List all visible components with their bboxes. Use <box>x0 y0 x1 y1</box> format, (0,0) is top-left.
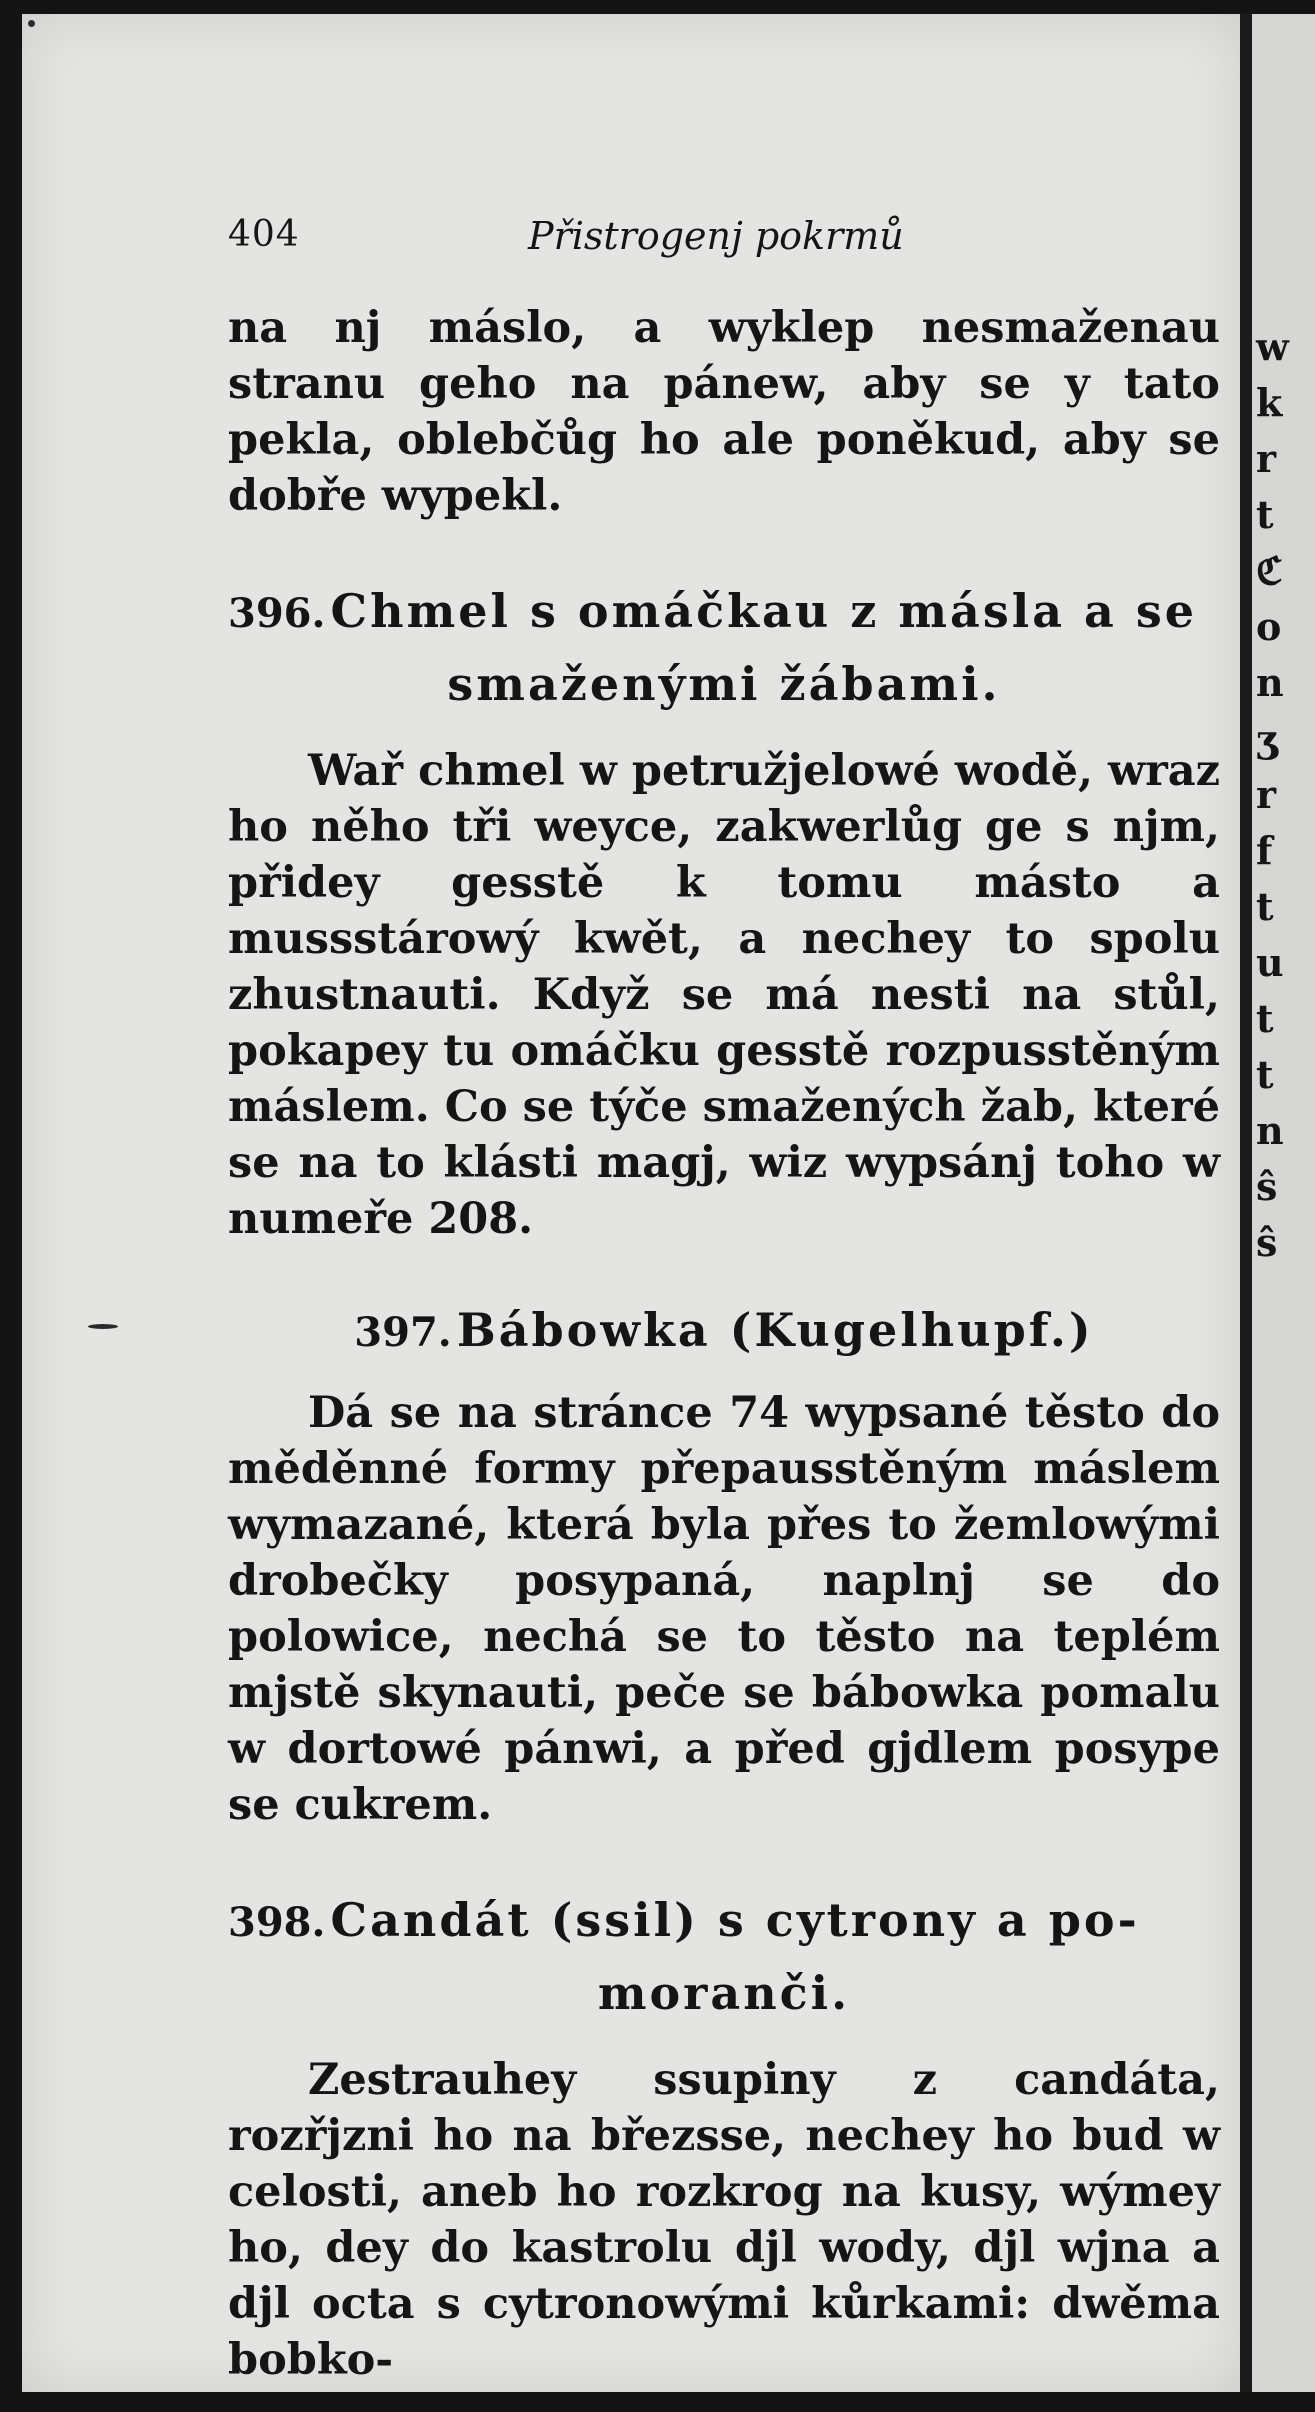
next-page-glyph: n <box>1256 1108 1284 1153</box>
next-page-glyph: ŝ <box>1256 1220 1278 1265</box>
recipe-398-number: 398. <box>228 1899 326 1946</box>
next-page-glyph: n <box>1256 660 1284 705</box>
recipe-397-number: 397. <box>354 1309 452 1356</box>
next-page-glyph: r <box>1256 772 1277 817</box>
recipe-396-title-line1: Chmel s omáčkau z másla a se <box>330 584 1198 638</box>
next-page-glyph: f <box>1256 828 1273 873</box>
recipe-398-title-line1: Candát (ssil) s cytrony a po- <box>330 1893 1140 1947</box>
next-page-glyph: ʒ <box>1256 716 1278 761</box>
next-page-glyph: ŝ <box>1256 1164 1278 1209</box>
recipe-396-title-line2: smaženými žábami. <box>447 657 1001 711</box>
next-page-glyph: t <box>1256 884 1274 929</box>
next-page-glyph: o <box>1256 604 1282 649</box>
next-page-glyph: ℭ <box>1256 548 1283 593</box>
page-text <box>228 214 1220 2388</box>
next-page-glyph: u <box>1256 940 1284 985</box>
recipe-397-body: Dá se na stránce 74 wypsané těsto do měděnné formy přepausstěným máslem wymazané, která byla přes to žemlowými drobečky posypaná, naplnj se do polowice, nechá se to těsto na teplém mjstě skynauti, peče se bábowka pomalu w dortowé pánwi, a před gjdlem posype se cukrem. <box>228 1388 1220 1830</box>
running-head <box>228 214 1220 274</box>
next-page-glyph: r <box>1256 436 1277 481</box>
next-page-glyph: w <box>1256 324 1289 369</box>
next-page-edge <box>1252 14 1315 2392</box>
book-gutter <box>1240 14 1252 2392</box>
next-page-glyph: k <box>1256 380 1283 425</box>
book-page <box>22 14 1240 2392</box>
recipe-396-heading <box>228 580 1220 715</box>
recipe-396-number: 396. <box>228 590 326 637</box>
print-speck <box>28 20 35 27</box>
recipe-398-title-line2: moranči. <box>597 1966 851 2020</box>
recipe-397-title: Bábowka (Kugelhupf.) <box>456 1303 1094 1357</box>
recipe-396-body: Wař chmel w petružjelowé wodě, wraz ho něho tři weyce, zakwerlůg ge s njm, přidey gesstě k tomu másto a mussstárowý kwět, a nechey to spolu zhustnauti. Když se má nesti na stůl, pokapey tu omáčku gesstě rozpusstěným máslem. Co se týče smažených žab, které se na to klásti magj, wiz wypsánj toho w numeře 208. <box>228 746 1220 1244</box>
recipe-398-heading <box>228 1889 1220 2024</box>
recipe-398-body: Zestrauhey ssupiny z candáta, rozřjzni ho na březsse, nechey ho bud w celosti, aneb ho rozkrog na kusy, wýmey ho, dey do kastrolu djl wody, djl wjna a djl octa s cytronowými kůrkami: dwěma bobko- <box>228 2055 1220 2385</box>
next-page-glyph: t <box>1256 996 1274 1041</box>
recipe-397-heading <box>228 1303 1220 1357</box>
next-page-glyph: t <box>1256 1052 1274 1097</box>
page-number: 404 <box>228 214 300 255</box>
next-page-glyph: t <box>1256 492 1274 537</box>
running-title: Přistrogenj pokrmů <box>528 214 904 258</box>
continuation-paragraph: na nj máslo, a wyklep nesmaženau stranu geho na pánew, aby se y tato pekla, oblebčůg ho ale poněkud, aby se dobře wypekl. <box>228 303 1220 521</box>
print-speck <box>88 1324 118 1329</box>
